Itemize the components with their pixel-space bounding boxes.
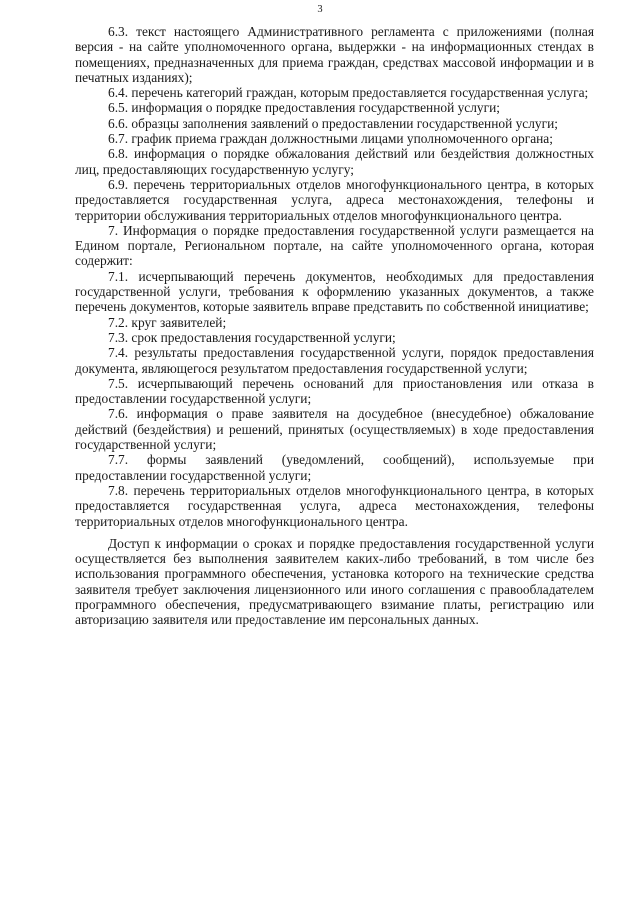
- paragraph-7: 7. Информация о порядке предоставления государственной услуги размещается на Едином портале, Региональном портале, на сайте уполномоченного органа, которая содержит:: [75, 222, 594, 269]
- paragraph-7-7: 7.7. формы заявлений (уведомлений, сообщений), используемые при предоставлении государственной услуги;: [75, 452, 594, 483]
- paragraph-7-3: 7.3. срок предоставления государственной услуги;: [108, 329, 396, 345]
- paragraph-6-6: 6.6. образцы заполнения заявлений о предоставлении государственной услуги;: [108, 115, 558, 131]
- paragraph-access-info: Доступ к информации о сроках и порядке предоставления государственной услуги осуществляется без выполнения заявителем каких-либо требований, в том числе без использования программного обеспечения, установка которого на технические средства заявителя требует заключения лицензионного или иного соглашения с правообладателем программного обеспечения, предусматривающего взимание платы, регистрацию или авторизацию заявителя или предоставление им персональных данных.: [75, 535, 594, 628]
- paragraph-7-1: 7.1. исчерпывающий перечень документов, необходимых для предоставления государственной услуги, требования к оформлению указанных документов, а также перечень документов, которые заявитель вправе представить по собственной инициативе;: [75, 268, 594, 315]
- paragraph-6-8: 6.8. информация о порядке обжалования действий или бездействия должностных лиц, предоставляющих государственную услугу;: [75, 146, 594, 177]
- paragraph-7-6: 7.6. информация о праве заявителя на досудебное (внесудебное) обжалование действий (бездействия) и решений, принятых (осуществляемых) в ходе предоставления государственной услуги;: [75, 406, 594, 453]
- paragraph-6-3: 6.3. текст настоящего Административного регламента с приложениями (полная версия - на сайте уполномоченного органа, выдержки - на информационных стендах в помещениях, предназначенных для приема граждан, средствах массовой информации и в печатных изданиях);: [75, 24, 594, 85]
- paragraph-6-5: 6.5. информация о порядке предоставления государственной услуги;: [108, 100, 500, 116]
- document-body: [75, 24, 594, 628]
- paragraph-6-9: 6.9. перечень территориальных отделов многофункционального центра, в которых предоставляется государственная услуга, адреса местонахождения, телефоны и территории обслуживания территориальных отделов многофункционального центра.: [75, 176, 594, 223]
- paragraph-6-4: 6.4. перечень категорий граждан, которым предоставляется государственная услуга;: [108, 85, 589, 101]
- paragraph-6-7: 6.7. график приема граждан должностными лицами уполномоченного органа;: [108, 131, 553, 147]
- paragraph-7-4: 7.4. результаты предоставления государственной услуги, порядок предоставления документа, являющегося результатом предоставления государственной услуги;: [75, 345, 594, 376]
- paragraph-7-8: 7.8. перечень территориальных отделов многофункционального центра, в которых предоставляется государственная услуга, адреса местонахождения, телефоны территориальных отделов многофункционального центра.: [75, 482, 594, 529]
- paragraph-7-2: 7.2. круг заявителей;: [108, 314, 227, 330]
- page-number: 3: [317, 4, 323, 15]
- paragraph-7-5: 7.5. исчерпывающий перечень оснований для приостановления или отказа в предоставлении государственной услуги;: [75, 375, 594, 407]
